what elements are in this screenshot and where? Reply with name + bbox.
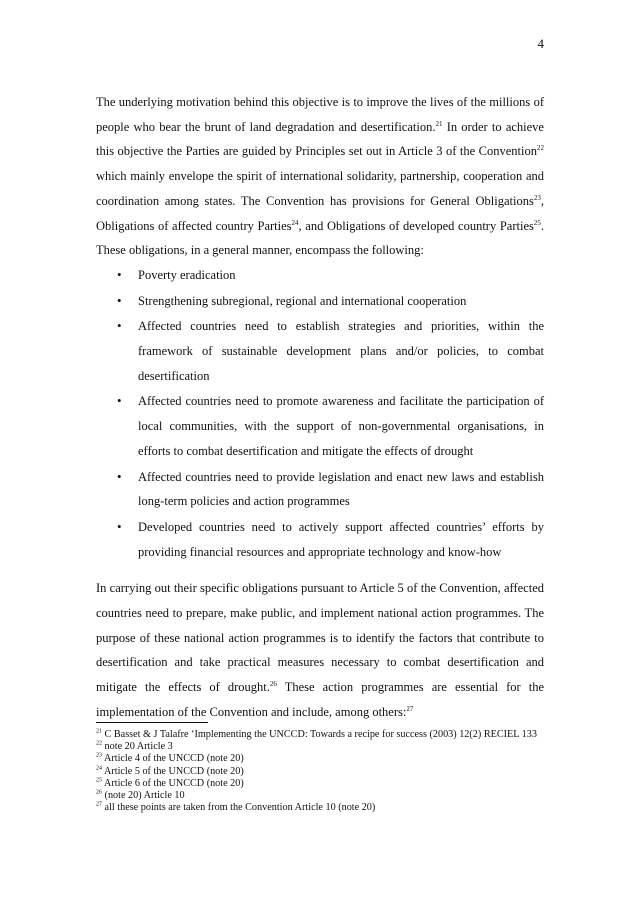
footnote-text: Article 5 of the UNCCD (note 20) — [102, 765, 244, 777]
footnote-text: (note 20) Article 10 — [102, 790, 185, 802]
footnote — [96, 729, 544, 741]
footnote-text: C Basset & J Talafre ‘Implementing the UNCCD: Towards a recipe for success (2003) 12(2) RECIEL 133 — [102, 729, 537, 740]
footnote-ref[interactable]: 21 — [435, 119, 443, 128]
footnote — [96, 766, 544, 778]
footnote-ref[interactable]: 22 — [537, 144, 544, 153]
footnote-text: all these points are taken from the Convention Article 10 (note 20) — [102, 802, 376, 814]
footnote-text: Article 4 of the UNCCD (note 20) — [102, 753, 244, 765]
bullet-icon: • — [117, 318, 122, 334]
footnote-ref[interactable]: 25 — [533, 218, 541, 227]
obligations-list — [96, 263, 544, 564]
footnote-ref[interactable]: 23 — [533, 193, 541, 202]
paragraph-text: The underlying motivation behind this objective is to improve the lives of the millions of people who bear the brunt of land degradation and desertification. — [96, 95, 544, 134]
list-item — [96, 515, 544, 564]
list-item — [96, 465, 544, 514]
list-item-text: Affected countries need to promote awareness and facilitate the participation of local communities, with the support of non-governmental organisations, in efforts to combat desertification and mitigate the effects of drought — [138, 394, 544, 458]
footnote-ref[interactable]: 24 — [291, 218, 299, 227]
footnotes — [96, 722, 544, 814]
list-item — [96, 389, 544, 463]
footnote-text: Article 6 of the UNCCD (note 20) — [102, 777, 244, 789]
list-item-text: Poverty eradication — [138, 267, 236, 282]
paragraph-text: In order to achieve this objective the Parties are guided by Principles set out in Article 3 of the Convention — [96, 119, 544, 159]
footnote — [96, 741, 544, 753]
footnote-number: 26 — [96, 789, 102, 796]
footnote-number: 27 — [96, 801, 102, 808]
list-item — [96, 263, 544, 288]
list-item-text: Affected countries need to provide legislation and enact new laws and establish long-term policies and action programmes — [138, 469, 544, 509]
bullet-icon: • — [117, 518, 122, 534]
list-item-text: Strengthening subregional, regional and international cooperation — [138, 293, 467, 308]
paragraph-intro — [96, 90, 544, 263]
footnote-divider — [96, 722, 208, 723]
bullet-icon: • — [117, 393, 122, 409]
footnote-ref[interactable]: 26 — [269, 680, 277, 689]
footnote-number: 23 — [96, 753, 102, 760]
body-text — [96, 90, 544, 725]
list-item-text: Developed countries need to actively support affected countries’ efforts by providing financial resources and appropriate technology and know-how — [138, 519, 544, 559]
footnote-text: note 20 Article 3 — [102, 741, 173, 753]
paragraph-action-programmes — [96, 576, 544, 724]
paragraph-text: These action programmes are essential for the implementation of the Convention and include, among others: — [96, 680, 544, 719]
paragraph-text: In carrying out their specific obligations pursuant to Article 5 of the Convention, affected countries need to prepare, make public, and implement national action programmes. The purpose of these national action programmes is to identify the factors that contribute to desertification and take practical measures necessary to combat desertification and mitigate the effects of drought. — [96, 581, 544, 695]
paragraph-text: which mainly envelope the spirit of international solidarity, partnership, cooperation and coordination among states. The Convention has provisions for General Obligations — [96, 169, 544, 208]
footnote — [96, 802, 544, 814]
page-number: 4 — [537, 36, 544, 51]
footnote-ref[interactable]: 27 — [406, 704, 414, 713]
list-item — [96, 314, 544, 388]
bullet-icon: • — [117, 266, 122, 282]
list-item-text: Affected countries need to establish strategies and priorities, within the framework of sustainable development plans and/or policies, to combat desertification — [138, 319, 544, 383]
paragraph-text: , and Obligations of developed country Parties — [298, 218, 534, 233]
paragraph-text: , Obligations of affected country Parties — [96, 193, 544, 233]
list-item — [96, 289, 544, 314]
footnote-number: 24 — [96, 765, 102, 772]
footnote — [96, 753, 544, 765]
footnote — [96, 790, 544, 802]
bullet-icon: • — [117, 468, 122, 484]
footnote-number: 22 — [96, 740, 102, 747]
bullet-icon: • — [117, 292, 122, 308]
footnote — [96, 778, 544, 790]
footnote-number: 25 — [96, 777, 102, 784]
footnote-number: 21 — [96, 728, 102, 735]
paragraph-text: . These obligations, in a general manner, encompass the following: — [96, 218, 544, 258]
